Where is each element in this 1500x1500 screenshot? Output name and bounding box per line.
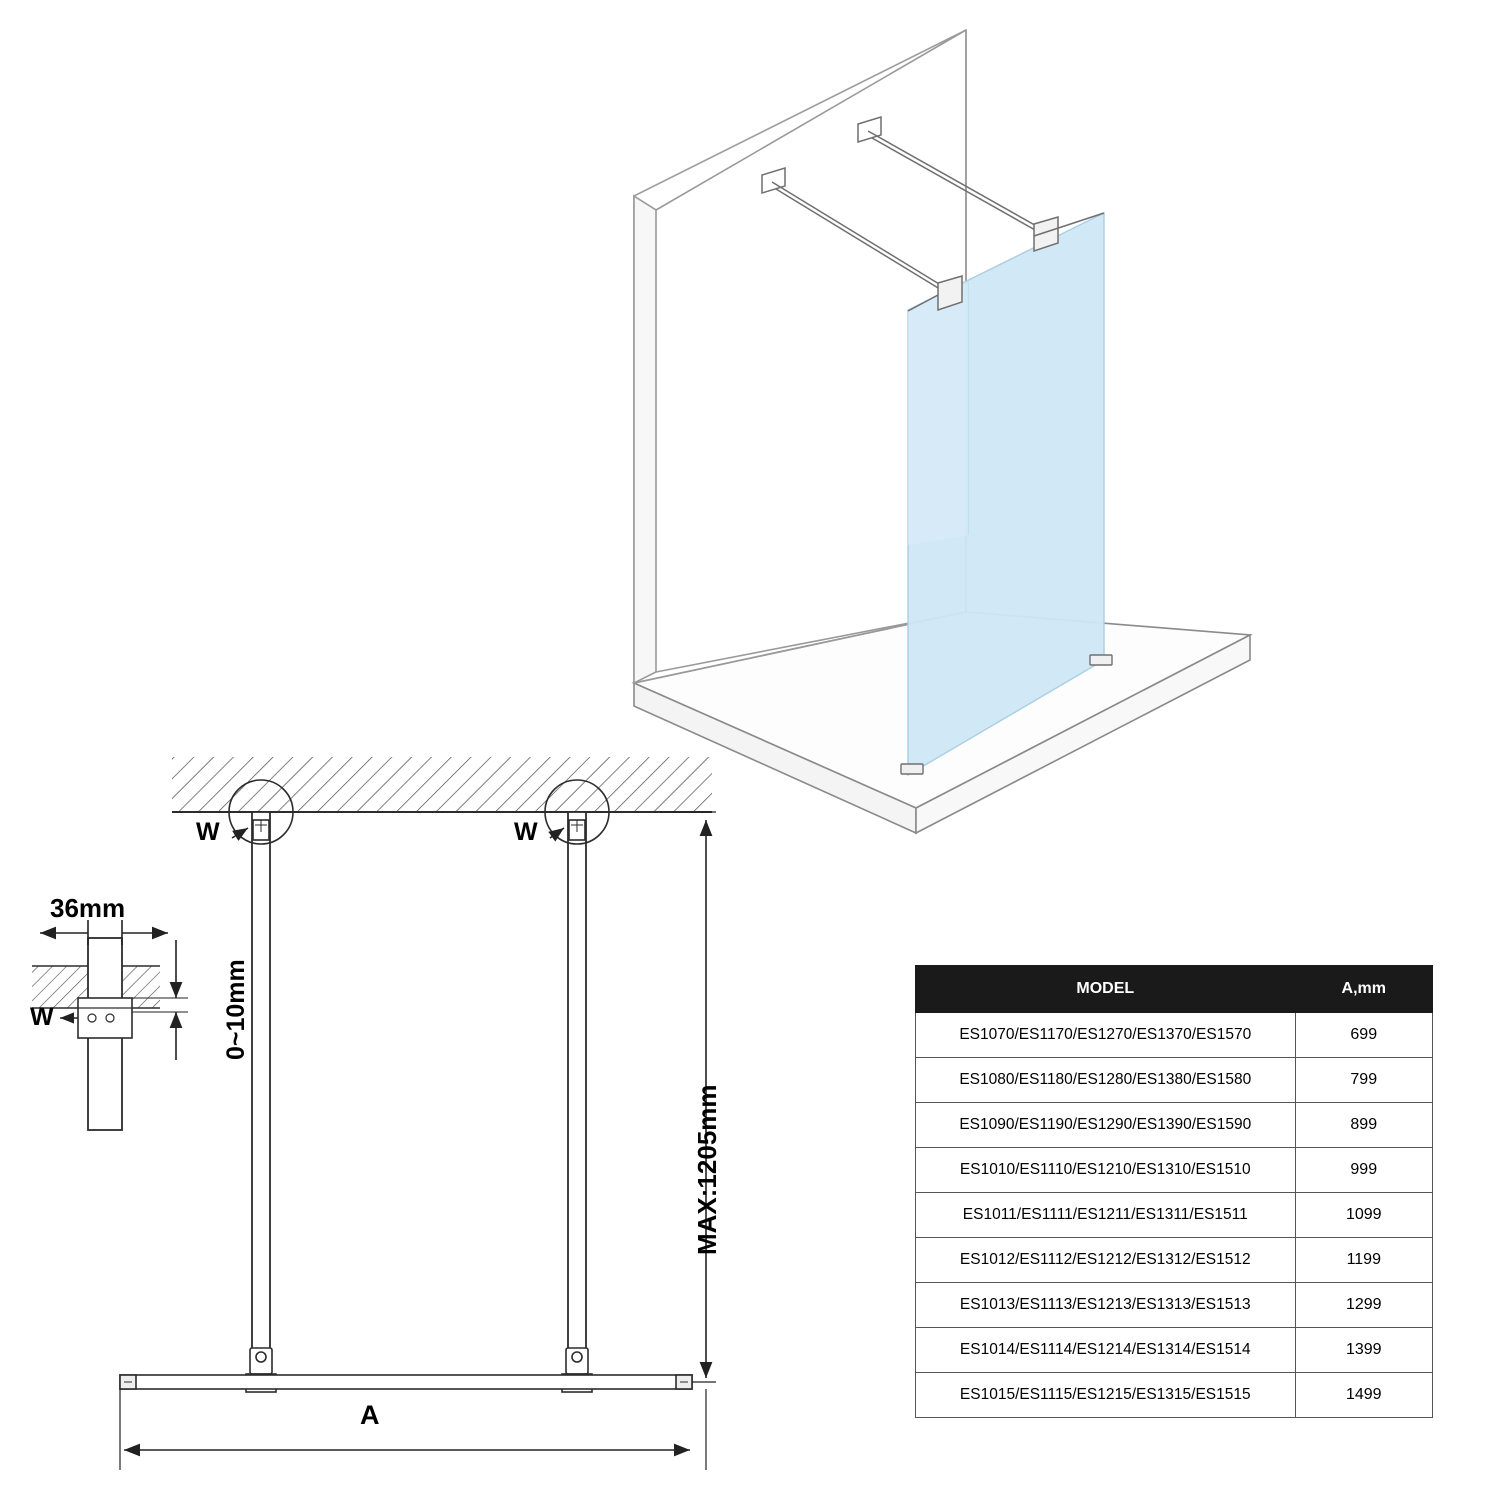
cell-model: ES1011/ES1111/ES1211/ES1311/ES1511 xyxy=(916,1193,1296,1238)
table-row xyxy=(916,1103,1433,1148)
table-row xyxy=(916,1058,1433,1103)
cell-model: ES1080/ES1180/ES1280/ES1380/ES1580 xyxy=(916,1058,1296,1103)
table-header-a: A,mm xyxy=(1295,966,1432,1013)
label-36mm: 36mm xyxy=(50,893,126,923)
label-dim-a: A xyxy=(360,1400,380,1430)
cell-model: ES1012/ES1112/ES1212/ES1312/ES1512 xyxy=(916,1238,1296,1283)
cell-a: 1199 xyxy=(1295,1238,1432,1283)
bracket-detail-view xyxy=(32,920,188,1130)
table-row xyxy=(916,1373,1433,1418)
glass-edge-horizontal xyxy=(120,1375,692,1389)
cell-a: 699 xyxy=(1295,1013,1432,1058)
cell-a: 799 xyxy=(1295,1058,1432,1103)
support-bar-lower xyxy=(762,168,962,311)
label-gap-0-10mm: 0~10mm xyxy=(222,959,250,1060)
table-header-row xyxy=(916,966,1433,1013)
cell-a: 1499 xyxy=(1295,1373,1432,1418)
table-row xyxy=(916,1193,1433,1238)
cell-a: 999 xyxy=(1295,1148,1432,1193)
cell-model: ES1015/ES1115/ES1215/ES1315/ES1515 xyxy=(916,1373,1296,1418)
cell-a: 899 xyxy=(1295,1103,1432,1148)
label-w-top-left: W xyxy=(196,818,220,846)
model-dimension-table xyxy=(915,965,1433,1418)
cell-a: 1099 xyxy=(1295,1193,1432,1238)
table-row xyxy=(916,1238,1433,1283)
cell-model: ES1014/ES1114/ES1214/ES1314/ES1514 xyxy=(916,1328,1296,1373)
cell-model: ES1013/ES1113/ES1213/ES1313/ES1513 xyxy=(916,1283,1296,1328)
label-w-top-right: W xyxy=(514,818,538,846)
cell-model: ES1010/ES1110/ES1210/ES1310/ES1510 xyxy=(916,1148,1296,1193)
cell-a: 1299 xyxy=(1295,1283,1432,1328)
vertical-support-bars xyxy=(252,812,586,1352)
table-header-model: MODEL xyxy=(916,966,1296,1013)
cell-model: ES1070/ES1170/ES1270/ES1370/ES1570 xyxy=(916,1013,1296,1058)
table-row xyxy=(916,1283,1433,1328)
label-w-detail: W xyxy=(30,1003,54,1031)
table-row xyxy=(916,1148,1433,1193)
table-row xyxy=(916,1013,1433,1058)
cell-a: 1399 xyxy=(1295,1328,1432,1373)
ceiling-hatch xyxy=(172,757,712,812)
label-max-height: MAX:1205mm xyxy=(692,1084,722,1255)
table-row xyxy=(916,1328,1433,1373)
cell-model: ES1090/ES1190/ES1290/ES1390/ES1590 xyxy=(916,1103,1296,1148)
